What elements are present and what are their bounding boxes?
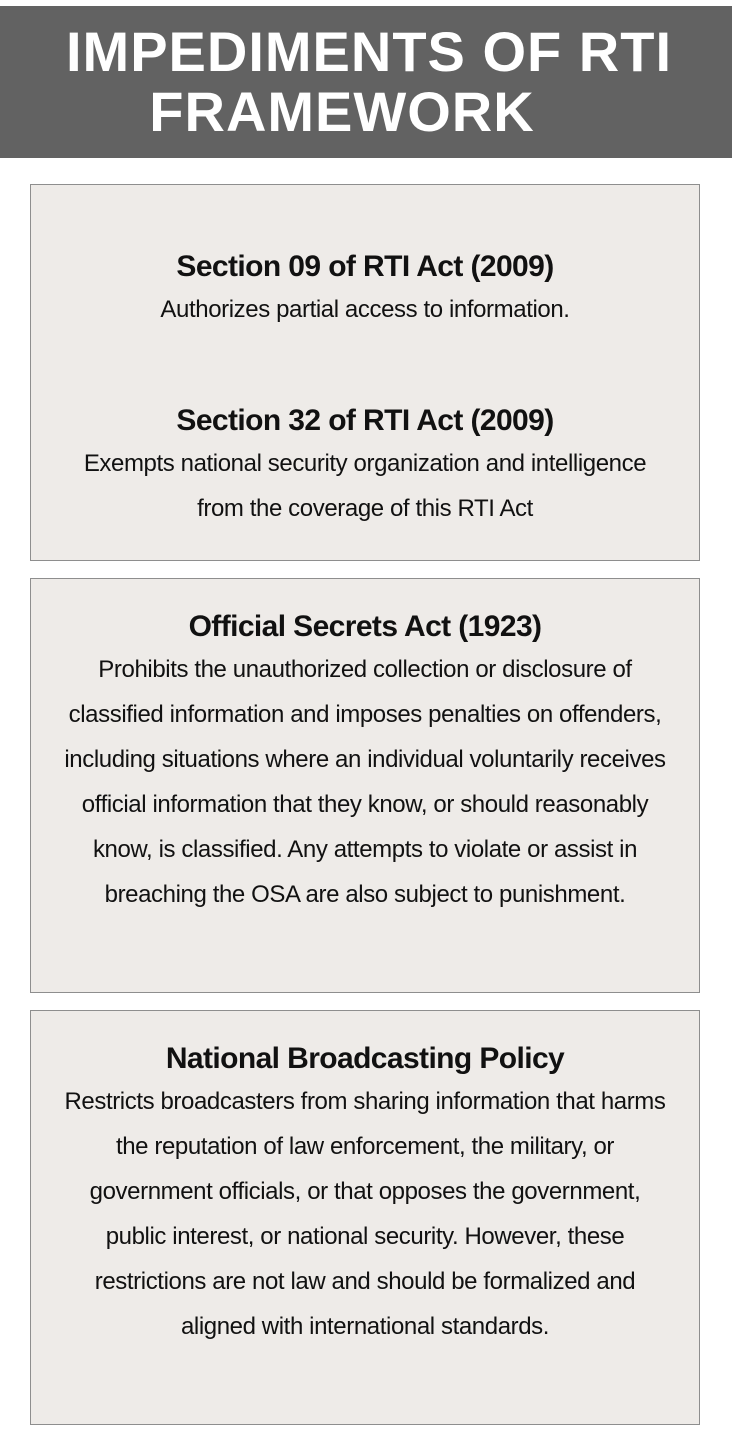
national-broadcasting-policy-text: Restricts broadcasters from sharing information that harms the reputation of law enforcement, the military, or government officials, or that opposes the government, public interest, or national security. However, these restrictions are not law and should be formalized and aligned with international standards. xyxy=(64,1088,666,1340)
section-32-title: Section 32 of RTI Act (2009) xyxy=(176,404,554,437)
national-broadcasting-policy-block xyxy=(31,1039,699,1349)
section-32-text: Exempts national security organization and intelligence from the coverage of this RTI Act xyxy=(83,450,647,522)
rti-act-sections-box xyxy=(30,184,700,561)
section-09-title: Section 09 of RTI Act (2009) xyxy=(176,250,554,283)
national-broadcasting-policy-box xyxy=(30,1010,700,1425)
header-title-line-1: IMPEDIMENTS OF RTI xyxy=(66,20,672,83)
page-header xyxy=(0,6,732,158)
section-09-block xyxy=(31,247,699,332)
official-secrets-act-box xyxy=(30,578,700,993)
official-secrets-act-title: Official Secrets Act (1923) xyxy=(188,610,542,643)
section-32-block xyxy=(31,401,699,531)
official-secrets-act-block xyxy=(31,607,699,917)
official-secrets-act-text: Prohibits the unauthorized collection or disclosure of classified information and imposes penalties on offenders, including situations where an individual voluntarily receives official information that they know, or should reasonably know, is classified. Any attempts to violate or assist in breaching the OSA are also subject to punishment. xyxy=(64,656,666,908)
header-title-line-2: FRAMEWORK xyxy=(149,80,535,143)
section-09-text: Authorizes partial access to information. xyxy=(160,296,570,323)
national-broadcasting-policy-title: National Broadcasting Policy xyxy=(165,1042,565,1075)
